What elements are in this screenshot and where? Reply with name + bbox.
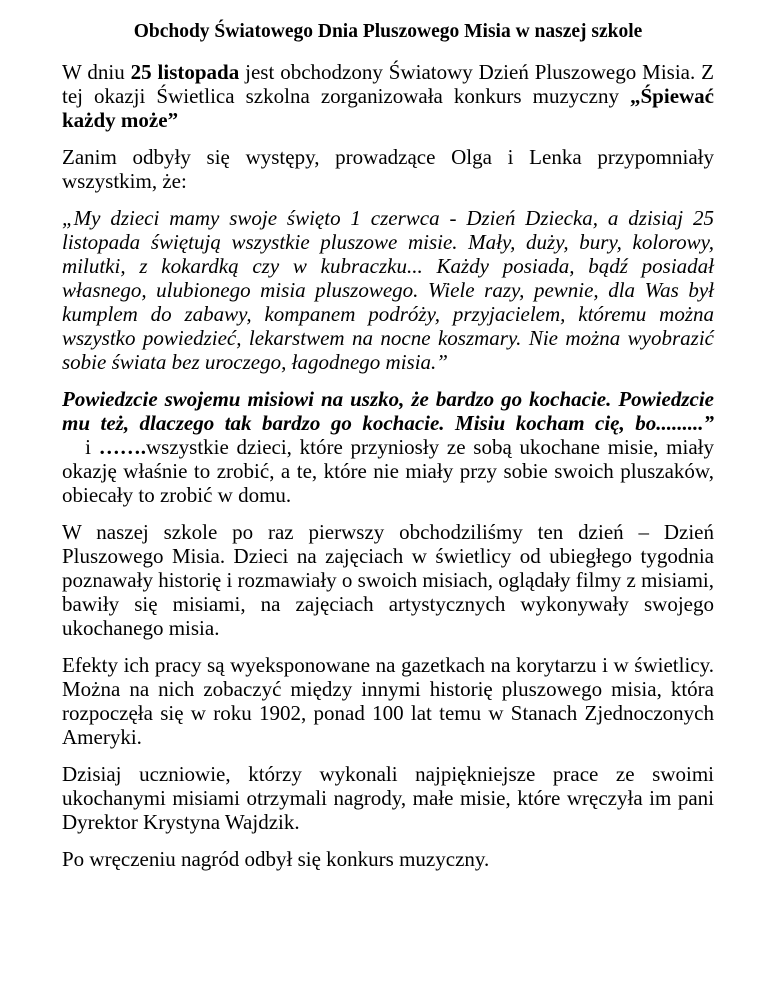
teddy-message-text: wszystkie dzieci, które przyniosły ze sobą ukochane misie, miały okazję właśnie to zrobić, a te, które nie miały przy sobie swoich pluszaków, obiecały to zrobić w domu. xyxy=(62,435,714,507)
document-page xyxy=(62,20,714,884)
paragraph-intro xyxy=(62,60,714,132)
teddy-message-gap: i xyxy=(62,435,99,459)
intro-text-1: W dniu xyxy=(62,60,131,84)
paragraph-quote: „My dzieci mamy swoje święto 1 czerwca - Dzień Dziecka, a dzisiaj 25 listopada świętują wszystkie pluszowe misie. Mały, duży, bury, kolorowy, milutki, z kokardką czy w kubraczku... Każdy posiada, bądź posiadał własnego, ulubionego misia pluszowego. Wiele razy, pewnie, dla Was był kumplem do zabawy, kompanem podróży, przyjacielem, któremu można wszystko powiedzieć, lekarstwem na nocne koszmary. Nie można wyobrazić sobie świata bez uroczego, łagodnego misia.” xyxy=(62,206,714,374)
intro-text-2: jest obchodzony Światowy Dzień Pluszowego Misia. Z tej okazji Świetlica szkolna zorganizowała konkurs muzyczny xyxy=(62,60,714,108)
paragraph-first-celebration: W naszej szkole po raz pierwszy obchodziliśmy ten dzień – Dzień Pluszowego Misia. Dzieci na zajęciach w świetlicy od ubiegłego tygodnia poznawały historię i rozmawiały o swoich misiach, oglądały filmy z misiami, bawiły się misiami, na zajęciach artystycznych wykonywały swojego ukochanego misia. xyxy=(62,520,715,640)
teddy-message-ellipsis: ……. xyxy=(98,435,146,459)
paragraph-teddy-message xyxy=(62,387,714,507)
paragraph-contest: Po wręczeniu nagród odbył się konkurs muzyczny. xyxy=(62,847,490,871)
intro-date: 25 listopada xyxy=(130,60,240,84)
teddy-message-quote: Powiedzcie swojemu misiowi na uszko, że bardzo go kochacie. Powiedzcie mu też, dlaczego tak bardzo go kochacie. Misiu kocham cię, bo.........” xyxy=(62,387,714,435)
paragraph-exhibition: Efekty ich pracy są wyeksponowane na gazetkach na korytarzu i w świetlicy. Można na nich zobaczyć między innymi historię pluszowego misia, która rozpoczęła się w roku 1902, ponad 100 lat temu w Stanach Zjednoczonych Ameryki. xyxy=(62,653,714,749)
paragraph-awards: Dzisiaj uczniowie, którzy wykonali najpiękniejsze prace ze swoimi ukochanymi misiami otrzymali nagrody, małe misie, które wręczyła im pani Dyrektor Krystyna Wajdzik. xyxy=(62,762,714,834)
paragraph-presenters: Zanim odbyły się występy, prowadzące Olga i Lenka przypomniały wszystkim, że: xyxy=(62,145,714,193)
contest-name: „Śpiewać każdy może” xyxy=(62,84,714,132)
document-title: Obchody Światowego Dnia Pluszowego Misia w naszej szkole xyxy=(133,21,643,42)
